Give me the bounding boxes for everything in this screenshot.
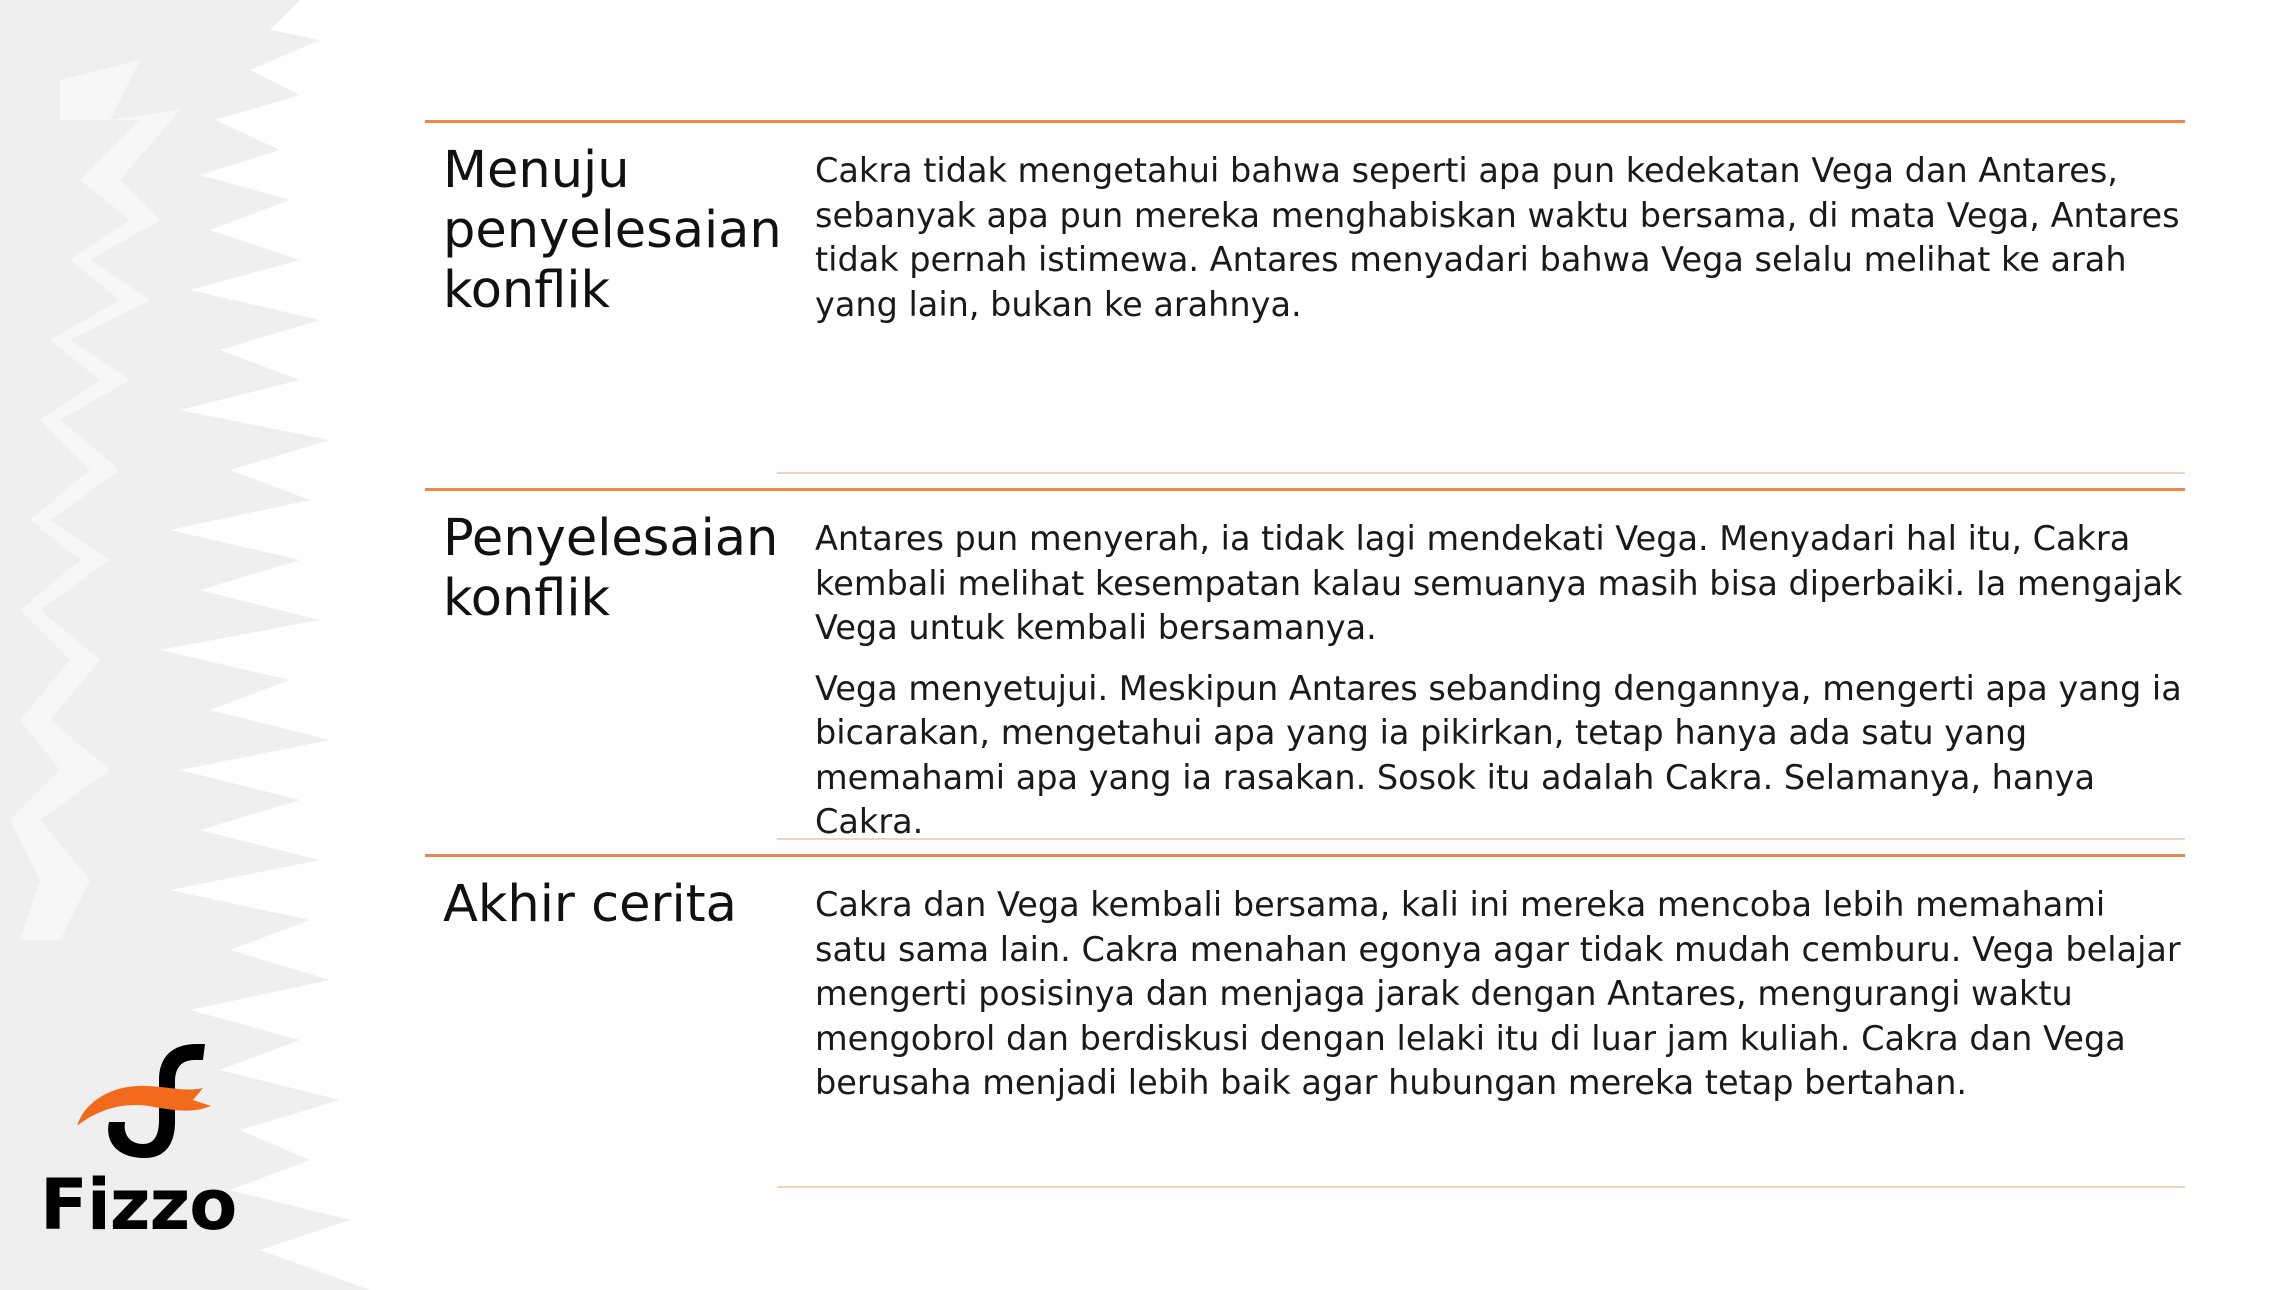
section-menuju-penyelesaian-konflik <box>425 120 2185 474</box>
fizzo-logo-icon <box>75 1040 215 1160</box>
section-paragraph: Antares pun menyerah, ia tidak lagi mendekati Vega. Menyadari hal itu, Cakra kembali melihat kesempatan kalau semuanya masih bisa diperbaiki. Ia mengajak Vega untuk kembali bersamanya. <box>815 519 2183 647</box>
section-paragraph: Cakra tidak mengetahui bahwa seperti apa pun kedekatan Vega dan Antares, sebanyak apa pun mereka menghabiskan waktu bersama, di mata Vega, Antares tidak pernah istimewa. Antares menyadari bahwa Vega selalu melihat ke arah yang lain, bukan ke arahnya. <box>815 151 2180 324</box>
section-paragraph: Vega menyetujui. Meskipun Antares sebanding dengannya, mengerti apa yang ia bicarakan, mengetahui apa yang ia pikirkan, tetap hanya ada satu yang memahami apa yang ia rasakan. Sosok itu adalah Cakra. Selamanya, hanya Cakra. <box>815 668 2182 841</box>
section-body <box>815 149 2185 343</box>
section-penyelesaian-konflik <box>425 488 2185 840</box>
section-heading: Akhir cerita <box>443 875 737 934</box>
section-divider <box>777 838 2185 840</box>
brand-name: Fizzo <box>40 1164 237 1246</box>
section-body <box>815 883 2185 1122</box>
section-paragraph: Cakra dan Vega kembali bersama, kali ini mereka mencoba lebih memahami satu sama lain. Cakra menahan egonya agar tidak mudah cemburu. Vega belajar mengerti posisinya dan menjaga jarak dengan Antares, mengurangi waktu mengobrol dan berdiskusi dengan lelaki itu di luar jam kuliah. Cakra dan Vega berusaha menjadi lebih baik agar hubungan mereka tetap bertahan. <box>815 885 2181 1102</box>
section-akhir-cerita <box>425 854 2185 1188</box>
section-body <box>815 517 2185 861</box>
section-heading: Penyelesaian konflik <box>443 509 779 628</box>
section-heading: Menuju penyelesaian konflik <box>443 141 782 320</box>
section-divider <box>777 472 2185 474</box>
story-outline <box>425 120 2185 1188</box>
fizzo-logo <box>40 1040 237 1260</box>
section-divider <box>777 1186 2185 1188</box>
